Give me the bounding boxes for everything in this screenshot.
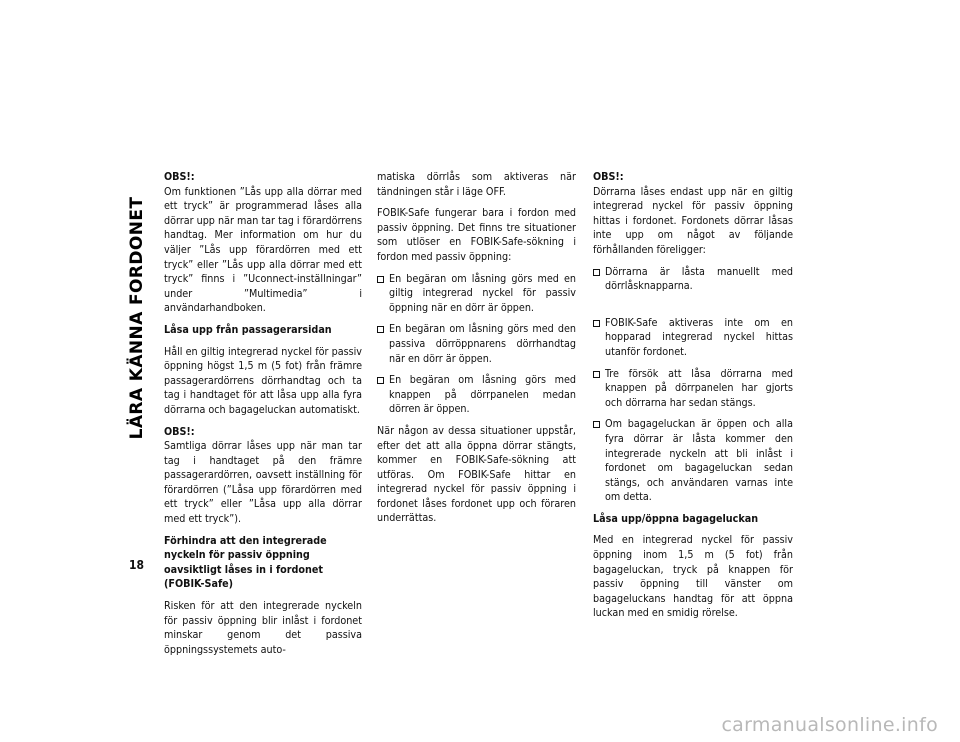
note-title: OBS!: (164, 424, 195, 438)
bullet-list (593, 265, 793, 505)
list-item: Om bagageluckan är öppen och alla fyra dörrar är låsta kommer den integrerade nyckeln att bli inlåst i fordonet om bagageluckan sedan stängs, och användaren varnas inte om detta. (593, 417, 793, 505)
bullet-list (377, 272, 576, 417)
note-title: OBS!: (593, 170, 624, 183)
note-text: Samtliga dörrar låses upp när man tar tag i handtaget på den främre passagerardörren, oavsett inställning för förardörren (”Låsa upp förardörren med ett tryck” eller ”Låsa upp alla dörrar med ett tryck”). (164, 439, 362, 526)
list-item: En begäran om låsning görs med den passiva dörröppnarens dörrhandtag när en dörr är öppen. (377, 322, 576, 366)
paragraph: När någon av dessa situationer uppstår, efter det att alla öppna dörrar stängts, kommer en FOBIK-Safe-sökning att utföras. Om FOBIK-Safe hittar en integrerad nyckel för passiv öppning i fordonet låses fordonet upp och föraren underrättas. (377, 423, 576, 525)
section-side-title: LÄRA KÄNNA FORDONET (127, 196, 147, 440)
paragraph: FOBIK-Safe fungerar bara i fordon med passiv öppning. Det finns tre situationer som utlöser en FOBIK-Safe-sökning i fordon med passiv öppning: (377, 206, 576, 263)
paragraph: Med en integrerad nyckel för passiv öppning inom 1,5 m (5 fot) från bagageluckan, tryck på knappen för passiv öppning till vänster om bagageluckans handtag för att öppna luckan med en smidig rörelse. (593, 533, 793, 620)
column-3 (593, 170, 793, 628)
list-item: En begäran om låsning görs med knappen på dörrpanelen medan dörren är öppen. (377, 373, 576, 417)
paragraph: Håll en giltig integrerad nyckel för passiv öppning högst 1,5 m (5 fot) från främre passagerardörrens dörrhandtag och ta tag i handtaget för att låsa upp alla fyra dörrarna och bagageluckan automatiskt. (164, 344, 362, 416)
column-1 (164, 170, 362, 664)
note-title: OBS!: (164, 170, 195, 183)
section-heading: Låsa upp/öppna bagageluckan (593, 511, 759, 525)
page-number: 18 (129, 558, 145, 572)
list-item: FOBIK-Safe aktiveras inte om en hopparad integrerad nyckel hittas utanför fordonet. (593, 316, 793, 360)
section-heading: Låsa upp från passagerarsidan (164, 322, 332, 336)
paragraph: matiska dörrlås som aktiveras när tändningen står i läge OFF. (377, 170, 576, 198)
column-2 (377, 170, 576, 533)
list-item: Tre försök att låsa dörrarna med knappen på dörrpanelen har gjorts och dörrarna har sedan stängs. (593, 367, 793, 411)
note-text: Om funktionen ”Lås upp alla dörrar med ett tryck” är programmerad låses alla dörrar upp när man tar tag i förardörrens handtag. Mer information om hur du väljer ”Lås upp förardörren med ett tryck” eller ”Lås upp alla dörrar med ett tryck” finns i ”Uconnect-inställningar” under ”Multimedia” i användarhandboken. (164, 184, 362, 315)
list-item: En begäran om låsning görs med en giltig integrerad nyckel för passiv öppning när en dörr är öppen. (377, 272, 576, 316)
paragraph: Risken för att den integrerade nyckeln för passiv öppning blir inlåst i fordonet minskar genom det passiva öppningssystemets auto- (164, 599, 362, 656)
section-heading: Förhindra att den integrerade nyckeln för passiv öppning oavsiktligt låses in i fordonet (FOBIK-Safe) (164, 533, 327, 591)
note-text: Dörrarna låses endast upp när en giltig integrerad nyckel för passiv öppning hittas i fordonet. Fordonets dörrar låsas inte upp om något av följande förhållanden föreligger: (593, 184, 793, 256)
watermark-logo: carmanualsonline.info (721, 714, 938, 736)
list-item: Dörrarna är låsta manuellt med dörrlåsknapparna. (593, 265, 793, 294)
